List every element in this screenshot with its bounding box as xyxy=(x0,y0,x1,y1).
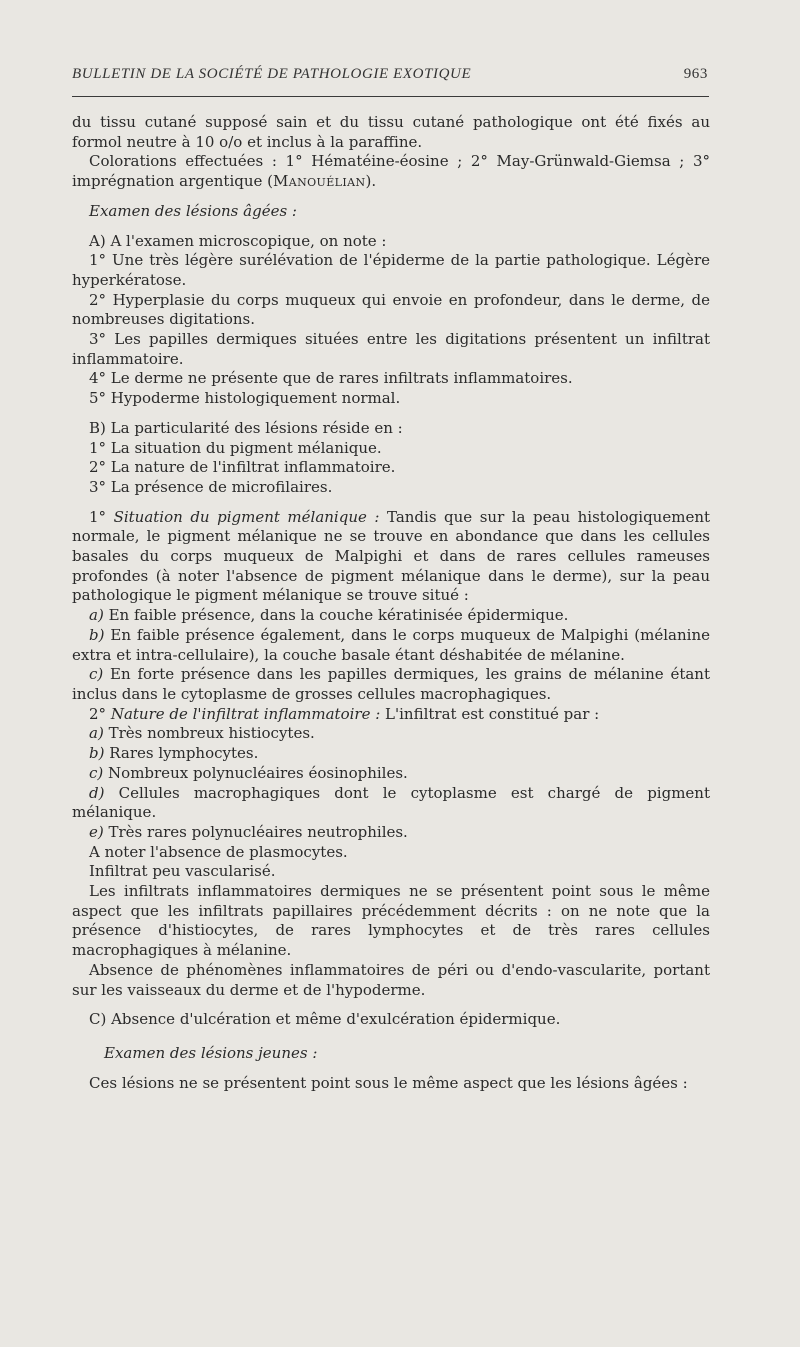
author-name: Manouélian xyxy=(273,172,366,191)
section-a-intro: A) A l'examen microscopique, on note : xyxy=(89,231,387,250)
paragraph-vascularisation: Infiltrat peu vascularisé. xyxy=(89,862,276,881)
paragraph-fixation: du tissu cutané supposé sain et du tissu cutané pathologique ont été fixés au formol neutre à 10 o/o et inclus à la paraffine. xyxy=(72,113,710,151)
paragraph-dermal-infiltrates: Les infiltrats inflammatoires dermiques ne se présentent point sous le même aspect que les infiltrats papillaires précédemment décrits : on ne note que la présence d'histiocytes, de rares lymphocytes et de très rares cellules macrophagiques à mélanine. xyxy=(72,882,710,960)
subheading-pigment: Situation du pigment mélanique : xyxy=(113,507,380,526)
paragraph-pigment-situation: 1° Situation du pigment mélanique : Tandis que sur la peau histologiquement normale, le pigment mélanique ne se trouve en abondance que dans les cellules basales du corps muqueux de Malpighi et dans de rares cellules rameuses profondes (à noter l'absence de pigment mélanique dans le derme), sur la peau pathologique le pigment mélanique se trouve situé : xyxy=(72,507,711,605)
list-item-a2: 2° Hyperplasie du corps muqueux qui envoie en profondeur, dans le derme, de nombreuses digitations. xyxy=(72,290,710,329)
section-c: C) Absence d'ulcération et même d'exulcération épidermique. xyxy=(89,1010,561,1029)
section-b-intro: B) La particularité des lésions réside en : xyxy=(89,418,403,437)
list-item-b2: 2° La nature de l'infiltrat inflammatoire. xyxy=(89,458,396,477)
heading-aged-lesions: Examen des lésions âgées : xyxy=(89,201,297,220)
list-item-infiltrate-d: d) Cellules macrophagiques dont le cytoplasme est chargé de pigment mélanique. xyxy=(72,783,710,822)
paragraph-plasmocytes: A noter l'absence de plasmocytes. xyxy=(89,842,348,861)
header-rule xyxy=(72,96,709,97)
paragraph-colorations: Colorations effectuées : 1° Hématéine-éosine ; 2° May-Grünwald-Giemsa ; 3° imprégnation argentique (Manouélian). xyxy=(72,152,710,191)
list-item-a1: 1° Une très légère surélévation de l'épiderme de la partie pathologique. Légère hyperkératose. xyxy=(72,251,710,289)
list-item-a4: 4° Le derme ne présente que de rares infiltrats inflammatoires. xyxy=(89,369,573,388)
list-item-infiltrate-b: b) Rares lymphocytes. xyxy=(89,744,259,763)
list-item-b1: 1° La situation du pigment mélanique. xyxy=(89,438,382,457)
page-number: 963 xyxy=(683,66,708,82)
subheading-infiltrate: Nature de l'infiltrat inflammatoire : xyxy=(110,704,381,723)
body-text xyxy=(72,113,710,1093)
running-title: BULLETIN DE LA SOCIÉTÉ DE PATHOLOGIE EXOTIQUE xyxy=(72,66,472,82)
paragraph-vascularite: Absence de phénomènes inflammatoires de péri ou d'endo-vascularite, portant sur les vaisseaux du derme et de l'hypoderme. xyxy=(72,960,710,999)
list-item-infiltrate-c: c) Nombreux polynucléaires éosinophiles. xyxy=(89,763,408,782)
list-item-infiltrate-a: a) Très nombreux histiocytes. xyxy=(89,724,315,743)
running-header xyxy=(72,66,708,83)
list-item-pigment-a: a) En faible présence, dans la couche kératinisée épidermique. xyxy=(89,606,569,625)
list-item-pigment-b: b) En faible présence également, dans le corps muqueux de Malpighi (mélanine extra et intra-cellulaire), la couche basale étant déshabitée de mélanine. xyxy=(72,625,710,664)
paragraph-infiltrate-nature: 2° Nature de l'infiltrat inflammatoire : L'infiltrat est constitué par : xyxy=(89,704,600,723)
list-item-b3: 3° La présence de microfilaires. xyxy=(89,477,333,496)
list-item-a5: 5° Hypoderme histologiquement normal. xyxy=(89,389,401,408)
list-item-pigment-c: c) En forte présence dans les papilles dermiques, les grains de mélanine étant inclus dans le cytoplasme de grosses cellules macrophagiques. xyxy=(72,665,710,703)
paragraph-young-lesions: Ces lésions ne se présentent point sous le même aspect que les lésions âgées : xyxy=(89,1073,688,1092)
heading-young-lesions: Examen des lésions jeunes : xyxy=(104,1043,318,1062)
list-item-infiltrate-e: e) Très rares polynucléaires neutrophiles. xyxy=(89,822,408,841)
list-item-a3: 3° Les papilles dermiques situées entre les digitations présentent un infiltrat inflammatoire. xyxy=(72,330,710,368)
